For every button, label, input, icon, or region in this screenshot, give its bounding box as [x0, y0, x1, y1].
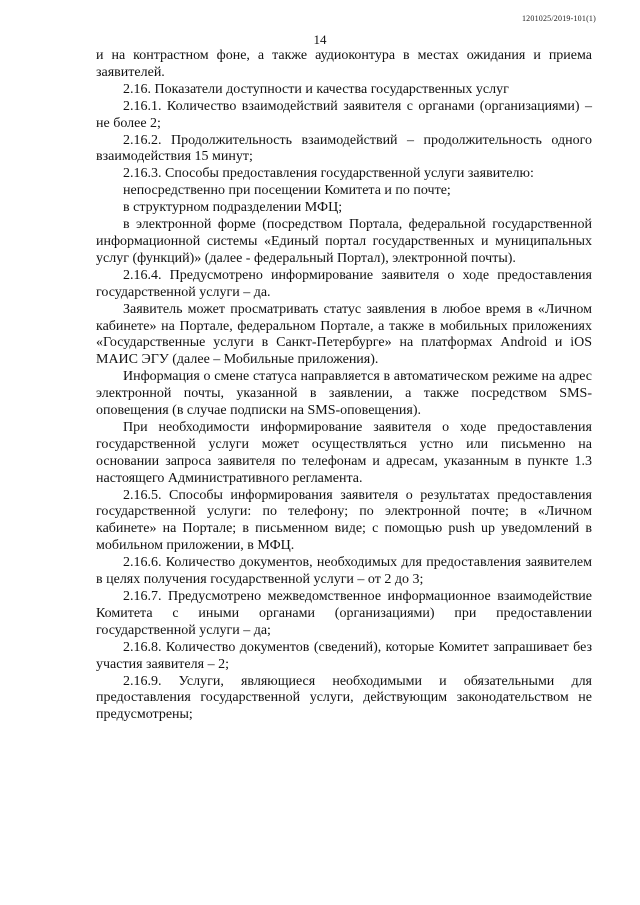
paragraph-2-16-2: 2.16.2. Продолжительность взаимодействий – продолжительность одного взаимодействия 15 минут;	[96, 132, 592, 165]
paragraph-status-notification: Информация о смене статуса направляется в автоматическом режиме на адрес электронной почты, указанной в заявлении, а также посредством SMS-оповещения (в случае подписки на SMS-оповещения).	[96, 369, 592, 419]
paragraph-2-16-3: 2.16.3. Способы предоставления государственной услуги заявителю:	[123, 166, 534, 182]
paragraph-status-tracking: Заявитель может просматривать статус заявления в любое время в «Личном кабинете» на Портале, федеральном Портале, а также в мобильных приложениях «Государственные услуги в Санкт-Петербурге» на платформах Android и iOS МАИС ЭГУ (далее – Мобильные приложения).	[96, 301, 592, 368]
paragraph-2-16-8: 2.16.8. Количество документов (сведений), которые Комитет запрашивает без участия заявителя – 2;	[96, 639, 592, 672]
paragraph-2-16-6: 2.16.6. Количество документов, необходимых для предоставления заявителем в целях получения государственной услуги – от 2 до 3;	[96, 555, 592, 588]
list-item-mfc: в структурном подразделении МФЦ;	[123, 200, 343, 216]
document-id: 1201025/2019-101(1)	[521, 14, 596, 23]
paragraph-oral-written-info: При необходимости информирование заявителя о ходе предоставления государственной услуги может осуществляться устно или письменно на основании запроса заявителя по телефонам и адресам, указанным в пункте 1.3 настоящего Административного регламента.	[96, 419, 592, 486]
paragraph-2-16-7: 2.16.7. Предусмотрено межведомственное информационное взаимодействие Комитета с иными органами (организациями) при предоставлении государственной услуги – да;	[96, 589, 592, 638]
list-item-electronic: в электронной форме (посредством Портала, федеральной государственной информационной системы «Единый портал государственных и муниципальных услуг (функций)» (далее - федеральный Портал), электронной почты).	[96, 217, 592, 266]
document-body	[96, 48, 592, 724]
paragraph-2-16-1: 2.16.1. Количество взаимодействий заявителя с органами (организациями) – не более 2;	[96, 98, 592, 131]
paragraph-2-16-5: 2.16.5. Способы информирования заявителя о результатах предоставления государственной услуги: по телефону; по электронной почте; в «Личном кабинете» на Портале; в письменном виде; с помощью push up уведомлений в мобильном приложении, в МФЦ.	[96, 487, 592, 554]
paragraph-2-16-4: 2.16.4. Предусмотрено информирование заявителя о ходе предоставления государственной услуги – да.	[96, 267, 592, 300]
paragraph-continuation: и на контрастном фоне, а также аудиоконтура в местах ожидания и приема заявителей.	[96, 48, 592, 80]
page-number: 14	[313, 32, 327, 47]
paragraph-2-16-9: 2.16.9. Услуги, являющиеся необходимыми и обязательными для предоставления государственной услуги, действующим законодательством не предусмотрены;	[96, 673, 592, 723]
list-item-in-person: непосредственно при посещении Комитета и по почте;	[123, 183, 451, 199]
section-heading-2-16: 2.16. Показатели доступности и качества государственных услуг	[123, 81, 509, 97]
